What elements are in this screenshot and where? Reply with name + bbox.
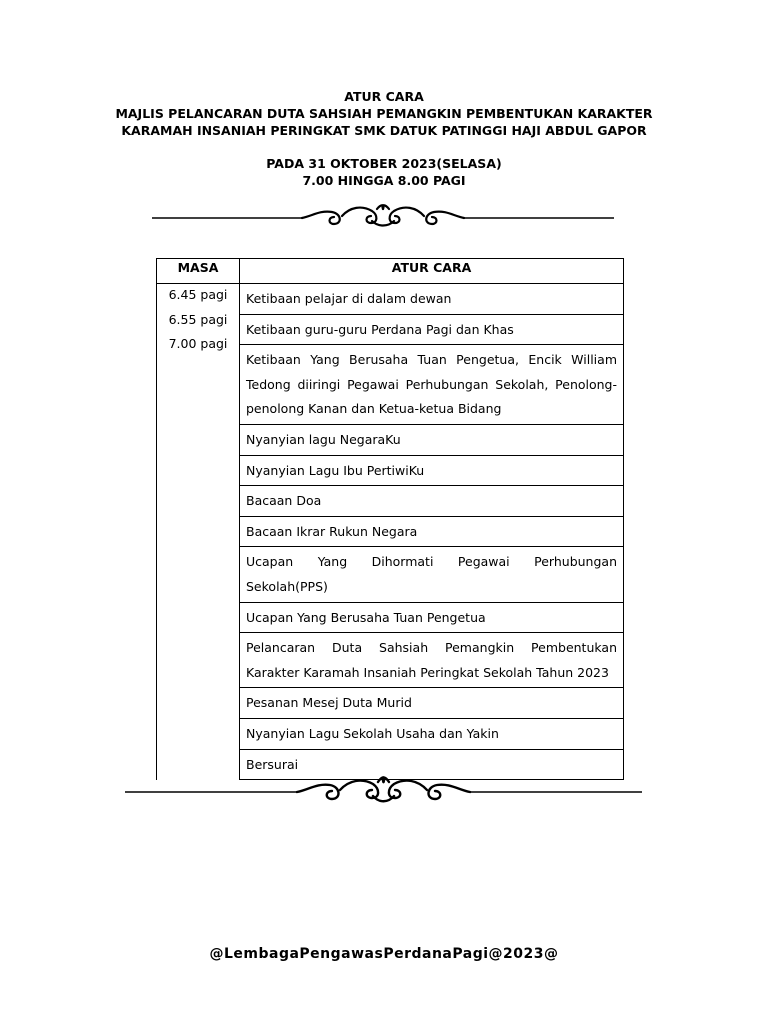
programme-item: Bersurai: [240, 749, 624, 780]
programme-item: Nyanyian lagu NegaraKu: [240, 424, 624, 455]
table-header-row: [157, 259, 624, 284]
programme-item: Pelancaran Duta Sahsiah Pemangkin Pembentukan Karakter Karamah Insaniah Peringkat Sekolah Tahun 2023: [240, 633, 624, 688]
event-name-line-2: KARAMAH INSANIAH PERINGKAT SMK DATUK PATINGGI HAJI ABDUL GAPOR: [121, 123, 647, 138]
time-column: [157, 284, 240, 780]
event-name-line-1: MAJLIS PELANCARAN DUTA SAHSIAH PEMANGKIN PEMBENTUKAN KARAKTER: [115, 106, 653, 121]
schedule-table: [156, 258, 624, 780]
event-time: 7.00 HINGGA 8.00 PAGI: [302, 173, 466, 188]
programme-item: Ketibaan guru-guru Perdana Pagi dan Khas: [240, 314, 624, 345]
column-header-masa: MASA: [157, 259, 240, 284]
document-header: [0, 88, 768, 189]
programme-item: Ucapan Yang Dihormati Pegawai Perhubungan Sekolah(PPS): [240, 547, 624, 602]
column-header-atur-cara: ATUR CARA: [240, 259, 624, 284]
programme-item: Bacaan Doa: [240, 486, 624, 517]
table-row: [157, 284, 624, 315]
programme-item: Ketibaan Yang Berusaha Tuan Pengetua, Encik William Tedong diiringi Pegawai Perhubungan Sekolah, Penolong-penolong Kanan dan Ketua-ketua Bidang: [240, 345, 624, 425]
document-title: ATUR CARA: [344, 89, 424, 104]
programme-item: Nyanyian Lagu Ibu PertiwiKu: [240, 455, 624, 486]
time-cell: 6.45 pagi: [168, 287, 228, 302]
event-date: PADA 31 OKTOBER 2023(SELASA): [266, 156, 502, 171]
programme-item: Ketibaan pelajar di dalam dewan: [240, 284, 624, 315]
programme-item: Nyanyian Lagu Sekolah Usaha dan Yakin: [240, 718, 624, 749]
scroll-flourish-divider-icon: [152, 203, 614, 229]
programme-item: Bacaan Ikrar Rukun Negara: [240, 516, 624, 547]
footer-signature: @LembagaPengawasPerdanaPagi@2023@: [209, 946, 559, 962]
scroll-flourish-divider-icon: [125, 775, 642, 805]
time-cell: 6.55 pagi: [168, 311, 228, 327]
programme-item: Ucapan Yang Berusaha Tuan Pengetua: [240, 602, 624, 633]
time-cell: 7.00 pagi: [168, 336, 228, 352]
programme-item: Pesanan Mesej Duta Murid: [240, 688, 624, 719]
